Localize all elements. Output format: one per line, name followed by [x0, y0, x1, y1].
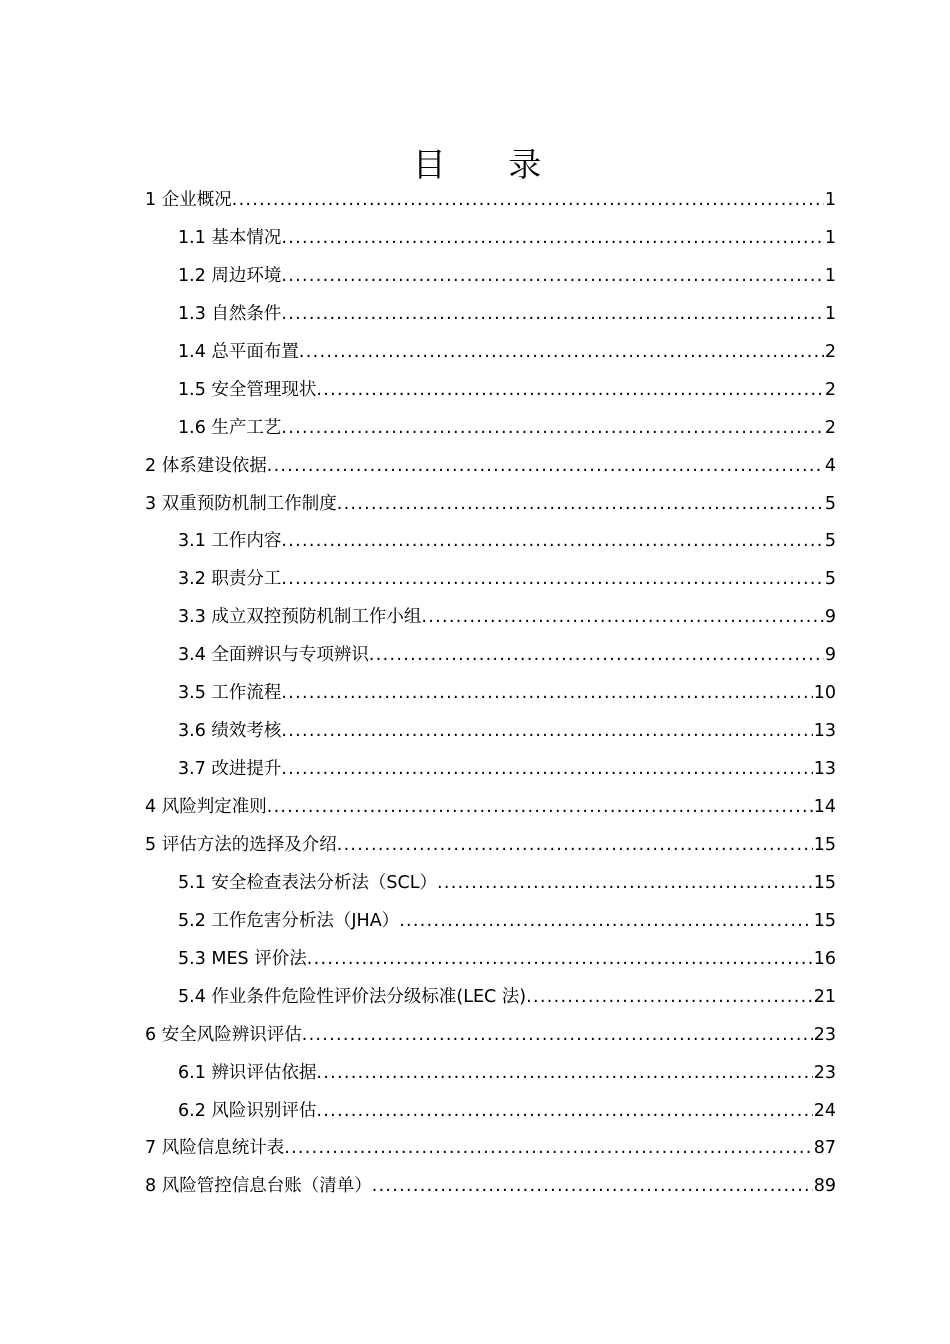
toc-entry-label: 3.1 工作内容	[178, 531, 282, 552]
toc-entry-page-number: 21	[813, 986, 836, 1007]
dot-leader	[316, 1093, 812, 1129]
toc-entry-label: 3.6 绩效考核	[178, 721, 282, 742]
dot-leader	[267, 789, 813, 825]
toc-entry-label: 1 企业概况	[145, 190, 232, 210]
dot-leader	[281, 258, 823, 294]
toc-entry[interactable]	[145, 941, 836, 979]
dot-leader	[232, 182, 824, 218]
toc-entry[interactable]	[145, 637, 836, 675]
toc-entry-page-number: 2	[824, 341, 836, 362]
dot-leader	[281, 713, 812, 749]
dot-leader	[421, 599, 823, 635]
toc-entry-label: 1.2 周边环境	[178, 265, 282, 286]
toc-entry[interactable]	[145, 486, 836, 524]
toc-entry-label: 1.1 基本情况	[178, 227, 282, 248]
toc-entry-label: 1.4 总平面布置	[178, 341, 299, 362]
toc-entry-page-number: 1	[824, 303, 836, 324]
toc-entry[interactable]	[145, 789, 836, 827]
toc-entry[interactable]	[145, 372, 836, 410]
toc-entry[interactable]	[145, 258, 836, 296]
toc-entry-label: 1.3 自然条件	[178, 303, 282, 324]
dot-leader	[307, 941, 813, 977]
toc-entry-page-number: 5	[824, 531, 836, 552]
toc-entry-page-number: 87	[813, 1138, 836, 1159]
toc-entry[interactable]	[145, 523, 836, 561]
toc-entry-label: 3.7 改进提升	[178, 759, 282, 780]
toc-entry-label: 6.1 辨识评估依据	[178, 1062, 317, 1083]
page-title: 目 录	[412, 145, 568, 184]
dot-leader	[284, 1130, 813, 1166]
toc-entry[interactable]	[145, 1093, 836, 1131]
toc-entry-page-number: 14	[813, 797, 836, 817]
toc-entry-page-number: 5	[824, 493, 836, 514]
toc-entry-label: 3.4 全面辨识与专项辨识	[178, 645, 369, 666]
toc-entry[interactable]	[145, 561, 836, 599]
toc-entry[interactable]	[145, 1017, 836, 1055]
toc-entry-page-number: 13	[813, 721, 836, 742]
toc-entry-page-number: 1	[824, 227, 836, 248]
toc-entry[interactable]	[145, 1168, 836, 1206]
toc-entry[interactable]	[145, 182, 836, 220]
toc-entry-label: 5.2 工作危害分析法（JHA）	[178, 910, 400, 931]
toc-entry[interactable]	[145, 410, 836, 448]
toc-entry-page-number: 13	[813, 759, 836, 780]
dot-leader	[299, 334, 824, 370]
toc-entry-page-number: 24	[813, 1100, 836, 1121]
toc-entry[interactable]	[145, 827, 836, 865]
toc-entry-label: 8 风险管控信息台账（清单）	[145, 1176, 372, 1197]
toc-entry-page-number: 1	[824, 190, 836, 210]
toc-entry-label: 5 评估方法的选择及介绍	[145, 834, 337, 855]
toc-entry-page-number: 1	[824, 265, 836, 286]
toc-entry-page-number: 23	[813, 1062, 836, 1083]
toc-entry[interactable]	[145, 713, 836, 751]
dot-leader	[316, 1055, 812, 1091]
toc-entry-label: 5.4 作业条件危险性评价法分级标准(LEC 法)	[178, 986, 527, 1007]
toc-entry[interactable]	[145, 296, 836, 334]
toc-entry[interactable]	[145, 599, 836, 637]
toc-entry-label: 5.1 安全检查表法分析法（SCL）	[178, 872, 437, 893]
toc-entry[interactable]	[145, 220, 836, 258]
toc-entry-label: 6 安全风险辨识评估	[145, 1024, 302, 1045]
toc-entry-page-number: 16	[813, 948, 836, 969]
dot-leader	[281, 296, 823, 332]
toc-entry-label: 1.6 生产工艺	[178, 417, 282, 438]
toc-entry-page-number: 15	[813, 872, 836, 893]
dot-leader	[281, 410, 823, 446]
toc-entry-page-number: 9	[824, 645, 836, 666]
toc-entry-page-number: 89	[813, 1176, 836, 1197]
toc-entry-label: 1.5 安全管理现状	[178, 379, 317, 400]
toc-entry-label: 4 风险判定准则	[145, 797, 267, 817]
dot-leader	[337, 827, 813, 863]
dot-leader	[281, 675, 812, 711]
dot-leader	[281, 561, 823, 597]
dot-leader	[337, 486, 824, 522]
dot-leader	[281, 523, 823, 559]
dot-leader	[372, 1168, 813, 1204]
toc-entry[interactable]	[145, 979, 836, 1017]
toc-entry[interactable]	[145, 334, 836, 372]
dot-leader	[437, 865, 813, 901]
toc-entry-page-number: 4	[824, 455, 836, 476]
toc-entry-page-number: 23	[813, 1024, 836, 1045]
toc-entry-page-number: 2	[824, 379, 836, 400]
dot-leader	[281, 220, 823, 256]
toc-entry[interactable]	[145, 865, 836, 903]
dot-leader	[302, 1017, 813, 1053]
toc-entry-label: 2 体系建设依据	[145, 455, 267, 476]
toc-entry-page-number: 2	[824, 417, 836, 438]
toc-entry-label: 3.3 成立双控预防机制工作小组	[178, 607, 422, 628]
toc-entry-label: 3 双重预防机制工作制度	[145, 493, 337, 514]
toc-entry-page-number: 15	[813, 834, 836, 855]
toc-entry-page-number: 5	[824, 569, 836, 590]
toc-entry-page-number: 15	[813, 910, 836, 931]
toc-entry-label: 5.3 MES 评价法	[178, 948, 307, 969]
toc-entry[interactable]	[145, 751, 836, 789]
toc-entry[interactable]	[145, 448, 836, 486]
toc-entry-label: 6.2 风险识别评估	[178, 1100, 317, 1121]
dot-leader	[526, 979, 813, 1015]
toc-entry[interactable]	[145, 903, 836, 941]
dot-leader	[399, 903, 813, 939]
toc-entry-label: 3.2 职责分工	[178, 569, 282, 590]
toc-entry[interactable]	[145, 675, 836, 713]
dot-leader	[316, 372, 823, 408]
dot-leader	[267, 448, 824, 484]
toc-entry-page-number: 9	[824, 607, 836, 628]
toc-entry-page-number: 10	[813, 683, 836, 704]
toc-entry[interactable]	[145, 1055, 836, 1093]
dot-leader	[281, 751, 812, 787]
toc-entry-label: 3.5 工作流程	[178, 683, 282, 704]
toc-entry-label: 7 风险信息统计表	[145, 1138, 285, 1159]
toc-entry[interactable]	[145, 1130, 836, 1168]
dot-leader	[369, 637, 824, 673]
table-of-contents	[145, 182, 836, 1206]
